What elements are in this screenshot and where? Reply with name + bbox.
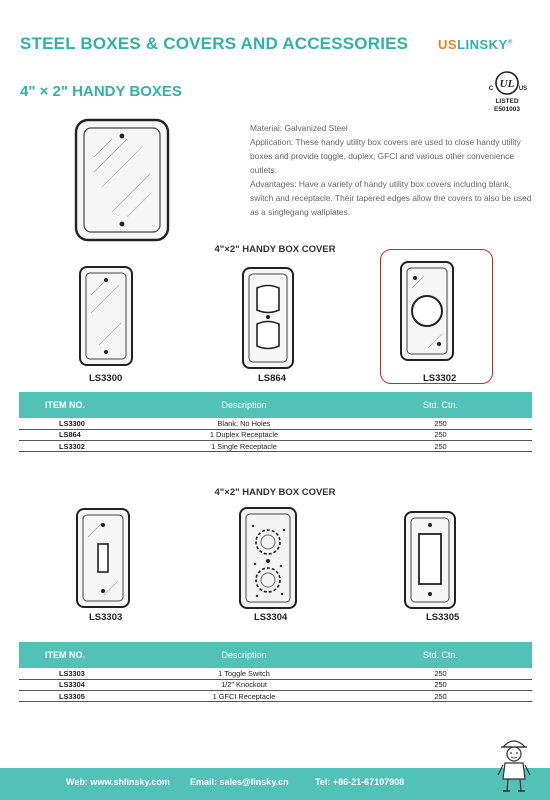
item-cell: LS3303 bbox=[19, 668, 139, 679]
product-code-ls3303: LS3303 bbox=[89, 612, 123, 623]
product-code-ls3305: LS3305 bbox=[426, 612, 460, 623]
product-code-ls3300: LS3300 bbox=[89, 373, 123, 384]
column-header: Std. Ctn. bbox=[349, 642, 532, 668]
footer-email: Email: sales@linsky.cn bbox=[190, 777, 289, 787]
svg-text:C: C bbox=[488, 86, 494, 92]
table-header-row bbox=[19, 642, 532, 668]
item-cell: LS3300 bbox=[19, 418, 139, 429]
page-title: STEEL BOXES & COVERS AND ACCESSORIES bbox=[20, 34, 409, 53]
column-header: Std. Ctn. bbox=[349, 392, 532, 418]
duplex-cover-icon bbox=[240, 266, 296, 370]
carton-cell: 250 bbox=[349, 668, 532, 679]
footer-website: Web: www.shlinsky.com bbox=[66, 777, 170, 787]
description-cell: 1/2" Knockout bbox=[139, 679, 349, 690]
toggle-switch-cover-icon bbox=[74, 507, 132, 609]
column-header: Description bbox=[139, 642, 349, 668]
table-row bbox=[19, 668, 532, 679]
ul-file-number: E501003 bbox=[493, 105, 521, 113]
table-header-row bbox=[19, 392, 532, 418]
ul-listed-mark bbox=[478, 68, 536, 113]
column-header: Description bbox=[139, 392, 349, 418]
column-header: ITEM NO. bbox=[19, 642, 139, 668]
table-row bbox=[19, 691, 532, 702]
hero-product-image bbox=[72, 117, 172, 243]
worker-mascot-icon bbox=[494, 733, 534, 795]
item-cell: LS3302 bbox=[19, 441, 139, 452]
carton-cell: 250 bbox=[349, 418, 532, 429]
brand-logo: USLINSKY® bbox=[438, 37, 513, 52]
description-cell: 1 Duplex Receptacle bbox=[139, 429, 349, 440]
group2-title: 4"×2" HANDY BOX COVER bbox=[214, 487, 336, 498]
material-text: Material: Galvanized Steel bbox=[250, 123, 348, 133]
spec-table-2 bbox=[19, 642, 532, 702]
product-code-ls3302: LS3302 bbox=[423, 373, 457, 384]
product-description bbox=[250, 121, 532, 219]
column-header: ITEM NO. bbox=[19, 392, 139, 418]
footer-bar bbox=[0, 768, 550, 800]
carton-cell: 250 bbox=[349, 429, 532, 440]
highlight-box bbox=[380, 249, 493, 384]
carton-cell: 250 bbox=[349, 441, 532, 452]
description-cell: 1 Toggle Switch bbox=[139, 668, 349, 679]
table-row bbox=[19, 418, 532, 429]
product-code-ls3304: LS3304 bbox=[254, 612, 288, 623]
table-row bbox=[19, 441, 532, 452]
table-row bbox=[19, 429, 532, 440]
table-row bbox=[19, 679, 532, 690]
ul-listed-label: LISTED bbox=[495, 98, 519, 105]
item-cell: LS3304 bbox=[19, 679, 139, 690]
ul-logo-icon bbox=[487, 68, 527, 98]
description-cell: Blank, No Holes bbox=[139, 418, 349, 429]
description-cell: 1 GFCI Receptacle bbox=[139, 691, 349, 702]
advantages-text: Advantages: Have a variety of handy utility box covers including blank, switch and receptacle. Their tapered edges allow the covers to also be used as a singlegang wallplates. bbox=[250, 179, 532, 217]
carton-cell: 250 bbox=[349, 691, 532, 702]
svg-text:US: US bbox=[518, 86, 527, 92]
knockout-cover-icon bbox=[237, 506, 299, 610]
carton-cell: 250 bbox=[349, 679, 532, 690]
description-cell: 1 Single Receptacle bbox=[139, 441, 349, 452]
footer-phone: Tel: +86-21-67107908 bbox=[315, 777, 405, 787]
application-text: Application: These handy utility box covers are used to close handy utility boxes and provide toggle, duplex, GFCI and various other convenience outlets. bbox=[250, 137, 521, 175]
section-title: 4" × 2" HANDY BOXES bbox=[20, 83, 182, 100]
gfci-cover-icon bbox=[402, 510, 458, 610]
product-code-ls864: LS864 bbox=[258, 373, 286, 384]
item-cell: LS864 bbox=[19, 429, 139, 440]
item-cell: LS3305 bbox=[19, 691, 139, 702]
blank-cover-icon bbox=[77, 265, 135, 367]
spec-table-1 bbox=[19, 392, 532, 452]
group1-title: 4"×2" HANDY BOX COVER bbox=[214, 244, 336, 255]
svg-text:UL: UL bbox=[499, 78, 515, 90]
